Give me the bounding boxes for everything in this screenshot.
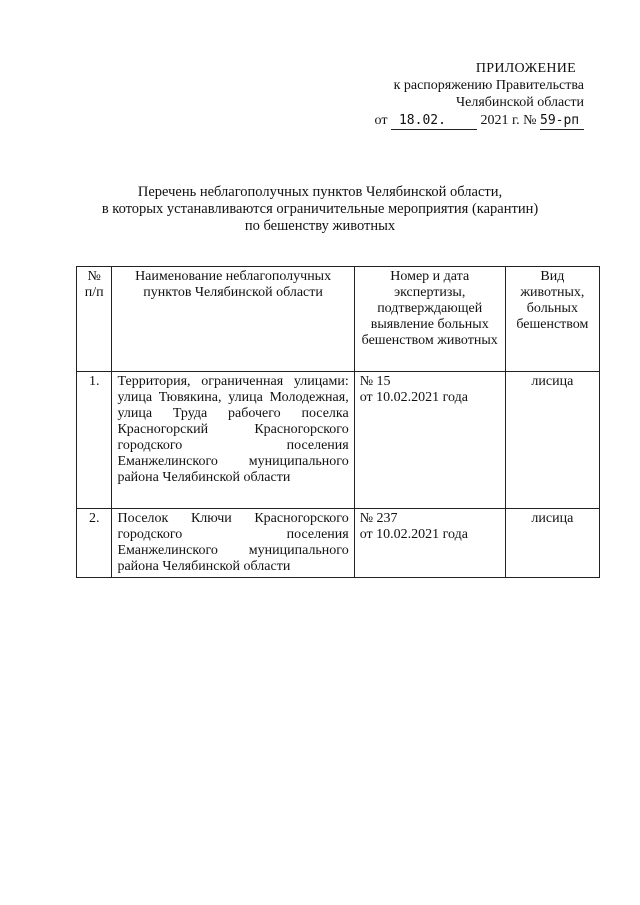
row-animal: лисица — [505, 372, 599, 509]
appendix-title: ПРИЛОЖЕНИЕ — [475, 61, 576, 76]
appendix-header — [324, 60, 584, 130]
document-title-line: Перечень неблагополучных пунктов Челябинской области, — [137, 184, 503, 200]
document-title-line: в которых устанавливаются ограничительные мероприятия (карантин) — [101, 201, 539, 217]
row-name: Территория, ограниченная улицами: улица Тювякина, улица Молодежная, улица Труда рабочего поселка Красногорский Красногорского городского поселения Еманжелинского муниципального района Челябинской области — [112, 372, 354, 509]
row-name: Поселок Ключи Красногорского городского поселения Еманжелинского муниципального района Челябинской области — [112, 509, 354, 578]
header-num: № п/п — [77, 267, 112, 372]
outbreak-table — [76, 266, 600, 578]
table-header-row — [77, 267, 600, 372]
decree-date: 18.02. — [391, 112, 477, 130]
appendix-reference-line: к распоряжению Правительства — [393, 78, 584, 93]
table-row — [77, 372, 600, 509]
date-prefix: от — [374, 113, 388, 128]
exam-date: от 10.02.2021 года — [359, 527, 468, 542]
decree-number: 59-рп — [540, 112, 584, 130]
document-title-line: по бешенству животных — [244, 218, 396, 234]
row-animal: лисица — [505, 509, 599, 578]
exam-date: от 10.02.2021 года — [359, 390, 468, 405]
appendix-date-line — [324, 112, 584, 130]
year-suffix: 2021 г. № — [480, 113, 537, 128]
row-exam — [354, 509, 505, 578]
document-title — [40, 184, 600, 235]
appendix-region-line: Челябинской области — [456, 95, 584, 110]
table-row — [77, 509, 600, 578]
exam-number: № 15 — [359, 374, 391, 389]
row-num: 1. — [77, 372, 112, 509]
row-exam — [354, 372, 505, 509]
exam-number: № 237 — [359, 511, 398, 526]
header-name: Наименование неблагополучных пунктов Челябинской области — [112, 267, 354, 372]
row-num: 2. — [77, 509, 112, 578]
header-exam: Номер и дата экспертизы, подтверждающей выявление больных бешенством животных — [354, 267, 505, 372]
header-animal: Вид животных, больных бешенством — [505, 267, 599, 372]
